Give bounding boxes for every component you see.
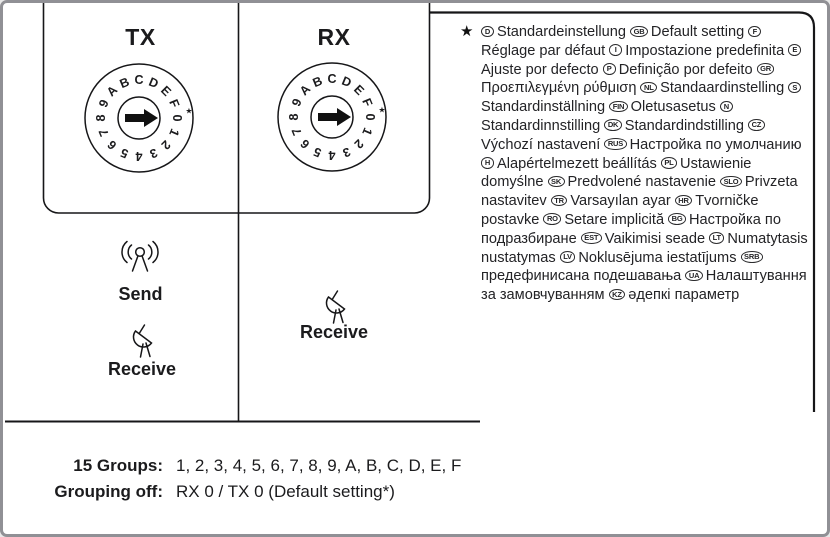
language-code-badge: RO [543, 213, 561, 225]
groups-row-label: 15 Groups: [73, 456, 163, 475]
language-code-badge: P [603, 63, 616, 75]
footnote-star-icon: ★ [460, 23, 474, 40]
language-code-badge: DK [604, 119, 621, 131]
receive-label: Receive [299, 322, 369, 342]
satellite-dish-icon [122, 320, 166, 364]
language-code-badge: FIN [609, 101, 627, 113]
dial-character: F [166, 97, 183, 110]
dial-character: C [134, 73, 144, 87]
rx-column-label: RX [317, 24, 351, 50]
dial-arrow-icon [318, 108, 351, 126]
language-code-badge: GR [757, 63, 775, 75]
dial-character: B [117, 74, 132, 92]
language-code-badge: NL [640, 82, 657, 94]
language-code-badge: SK [548, 176, 565, 188]
dial-character: 6 [297, 136, 313, 152]
language-code-badge: PL [661, 157, 677, 169]
dial-character: 6 [104, 137, 120, 153]
dial-character: 0 [363, 113, 377, 121]
default-star-icon: ★ [185, 106, 193, 116]
transmit-antenna-icon [116, 235, 164, 281]
default-star-icon: ★ [378, 105, 386, 115]
language-code-badge: SLO [720, 176, 742, 188]
dial-character: 1 [359, 125, 375, 138]
language-code-badge: S [788, 82, 801, 94]
dial-character: D [146, 74, 161, 92]
language-list: D Standardeinstellung GB Default setting FRéglage par défaut I Impostazione predefinita EAjuste por defecto P Definição por defeito GRΠροεπιλεγμένη ρύθμιση NL Standaardinstelling SStandardinställning FIN Oletusasetus NStandardinnstilling DK Standardindstilling CZVýchozí nastavení RUS Настройка по умолчанию H Alapértelmezett beállítás PL Ustawienie domyślne SK Predvolené nastavenie SLO Privzeta nastavitev TR Varsayılan ayar HR Tvorničke postavke RO Setare implicită BG Настройка по подразбиране EST Vaikimisi seade LT Numatytasis nustatymas LV Noklusējuma iestatījums SRBпредефинисана подешавања UA Налаштування за замовчуванням KZ әдепкі параметр [481, 24, 808, 304]
language-code-badge: LT [709, 232, 724, 244]
language-code-badge: SRB [741, 251, 763, 263]
dial-character: 5 [118, 145, 131, 161]
language-code-badge: TR [551, 195, 568, 207]
dial-character: 7 [96, 126, 112, 139]
dial-character: 8 [287, 113, 301, 121]
settings-table [19, 453, 461, 505]
dial-character: 3 [340, 144, 353, 160]
rx-rotary-dial [272, 57, 392, 177]
dial-arrow-icon [125, 109, 158, 127]
dial-character: C [327, 72, 337, 86]
tx-column-label: TX [125, 24, 156, 50]
dial-character: 2 [158, 137, 174, 153]
grouping-off-row-label: Grouping off: [54, 482, 163, 501]
send-label: Send [118, 284, 163, 304]
dial-character: 5 [311, 144, 324, 160]
grouping-off-row-value: RX 0 / TX 0 (Default setting*) [176, 482, 395, 501]
dial-character: 9 [96, 97, 112, 110]
language-code-badge: CZ [748, 119, 765, 131]
receive-label: Receive [107, 359, 177, 379]
language-code-badge: LV [560, 251, 576, 263]
dial-character: 0 [170, 114, 184, 122]
language-code-badge: H [481, 157, 494, 169]
language-code-badge: N [720, 101, 733, 113]
note-text [481, 23, 815, 305]
language-code-badge: KZ [609, 289, 626, 301]
language-code-badge: BG [668, 213, 686, 225]
dial-character: 7 [289, 125, 305, 138]
dial-character: 9 [289, 96, 305, 109]
language-code-badge: I [609, 44, 622, 56]
language-code-badge: E [788, 44, 801, 56]
language-code-badge: RUS [604, 138, 626, 150]
tx-rotary-dial [79, 58, 199, 178]
language-code-badge: GB [630, 26, 648, 38]
dial-character: A [103, 82, 121, 100]
language-code-badge: UA [685, 270, 702, 282]
language-code-badge: EST [581, 232, 602, 244]
language-code-badge: D [481, 26, 494, 38]
dial-character: 4 [135, 149, 143, 163]
grouping-off-row [19, 479, 461, 505]
dial-character: D [339, 73, 354, 91]
groups-row [19, 453, 461, 479]
language-code-badge: F [748, 26, 761, 38]
dial-character: 3 [147, 145, 160, 161]
dial-character: 4 [328, 148, 336, 162]
dial-character: E [157, 83, 174, 100]
dial-character: 1 [166, 126, 182, 139]
dial-character: B [310, 73, 325, 91]
dial-character: E [350, 82, 367, 99]
dial-character: 8 [94, 114, 108, 122]
dial-character: F [359, 96, 376, 109]
dial-character: A [296, 81, 314, 99]
language-code-badge: HR [675, 195, 692, 207]
groups-row-value: 1, 2, 3, 4, 5, 6, 7, 8, 9, A, B, C, D, E, F [176, 456, 462, 475]
dial-character: 2 [351, 136, 367, 152]
